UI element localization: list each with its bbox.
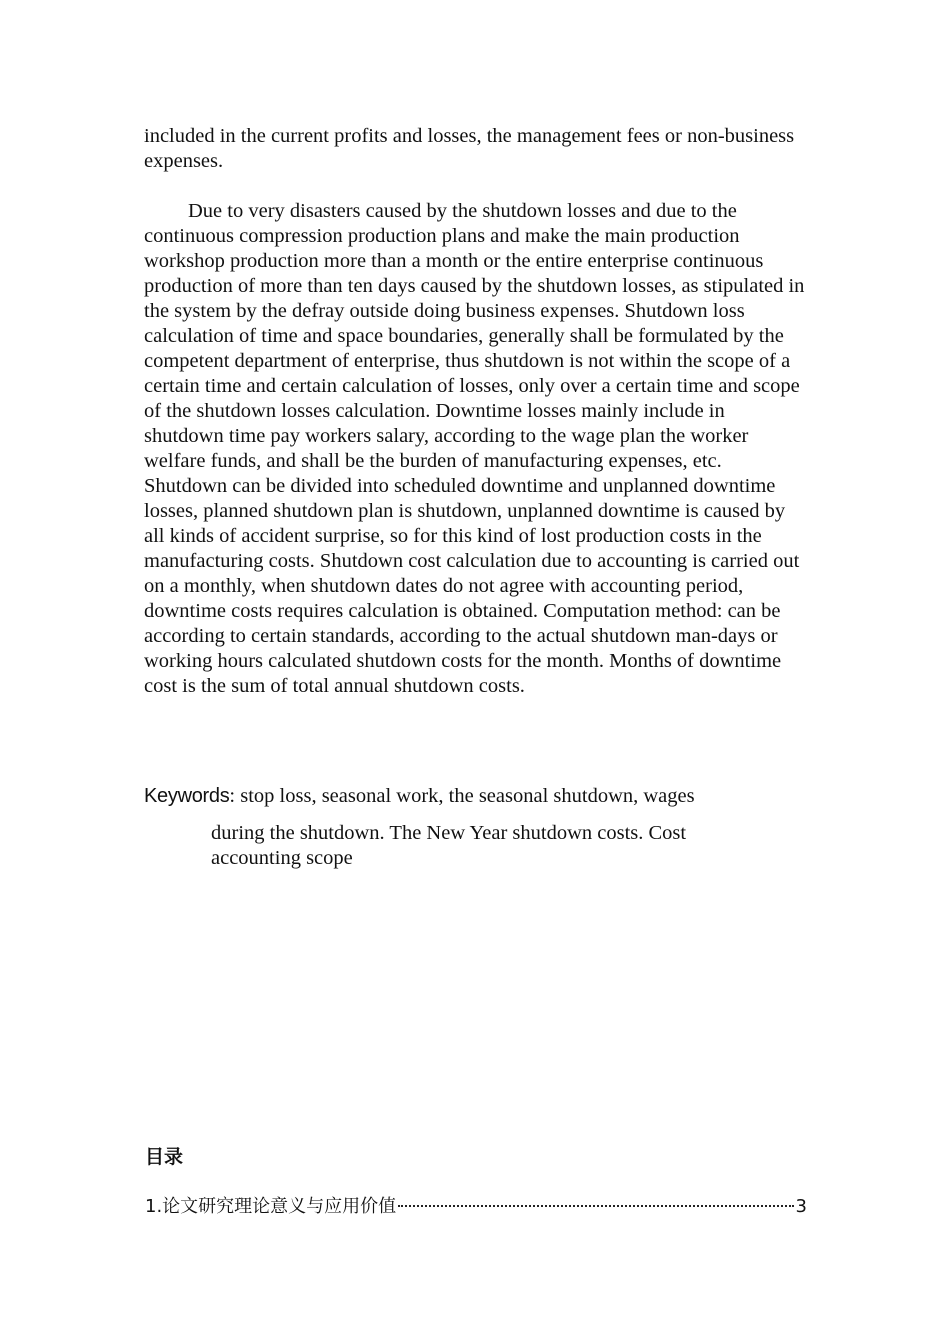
toc-leader-dots <box>398 1205 793 1207</box>
toc-title: 目录 <box>145 1146 184 1168</box>
keywords-label: Keywords <box>144 785 230 807</box>
toc-entry-title: 1.论文研究理论意义与应用价值 <box>145 1196 397 1217</box>
body-paragraph: Due to very disasters caused by the shutdown losses and due to the continuous compression production plans and make the main production workshop production more than a month or the entire enterprise continuous production of more than ten days caused by the shutdown losses, as stipulated in the system by the defray outside doing business expenses. Shutdown loss calculation of time and space boundaries, generally shall be formulated by the competent department of enterprise, thus shutdown is not within the scope of a certain time and certain calculation of losses, only over a certain time and scope of the shutdown losses calculation. Downtime losses mainly include in shutdown time pay workers salary, according to the wage plan the worker welfare funds, and shall be the burden of manufacturing expenses, etc. Shutdown can be divided into scheduled downtime and unplanned downtime losses, planned shutdown plan is shutdown, unplanned downtime is caused by all kinds of accident surprise, so for this kind of lost production costs in the manufacturing costs. Shutdown cost calculation due to accounting is carried out on a monthly, when shutdown dates do not agree with accounting period, downtime costs requires calculation is obtained. Computation method: can be according to certain standards, according to the actual shutdown man-days or working hours calculated shutdown costs for the month. Months of downtime cost is the sum of total annual shutdown costs. <box>144 200 805 697</box>
keywords-line <box>144 784 809 809</box>
toc-entry[interactable] <box>145 1193 807 1221</box>
body-paragraph: included in the current profits and losses, the management fees or non-business expenses. <box>144 125 795 172</box>
keywords-text: stop loss, seasonal work, the seasonal shutdown, wages <box>240 785 695 807</box>
keywords-separator: : <box>229 785 241 807</box>
toc-entry-page: 3 <box>795 1196 807 1217</box>
keywords-continuation: during the shutdown. The New Year shutdown costs. Cost accounting scope <box>211 822 687 869</box>
